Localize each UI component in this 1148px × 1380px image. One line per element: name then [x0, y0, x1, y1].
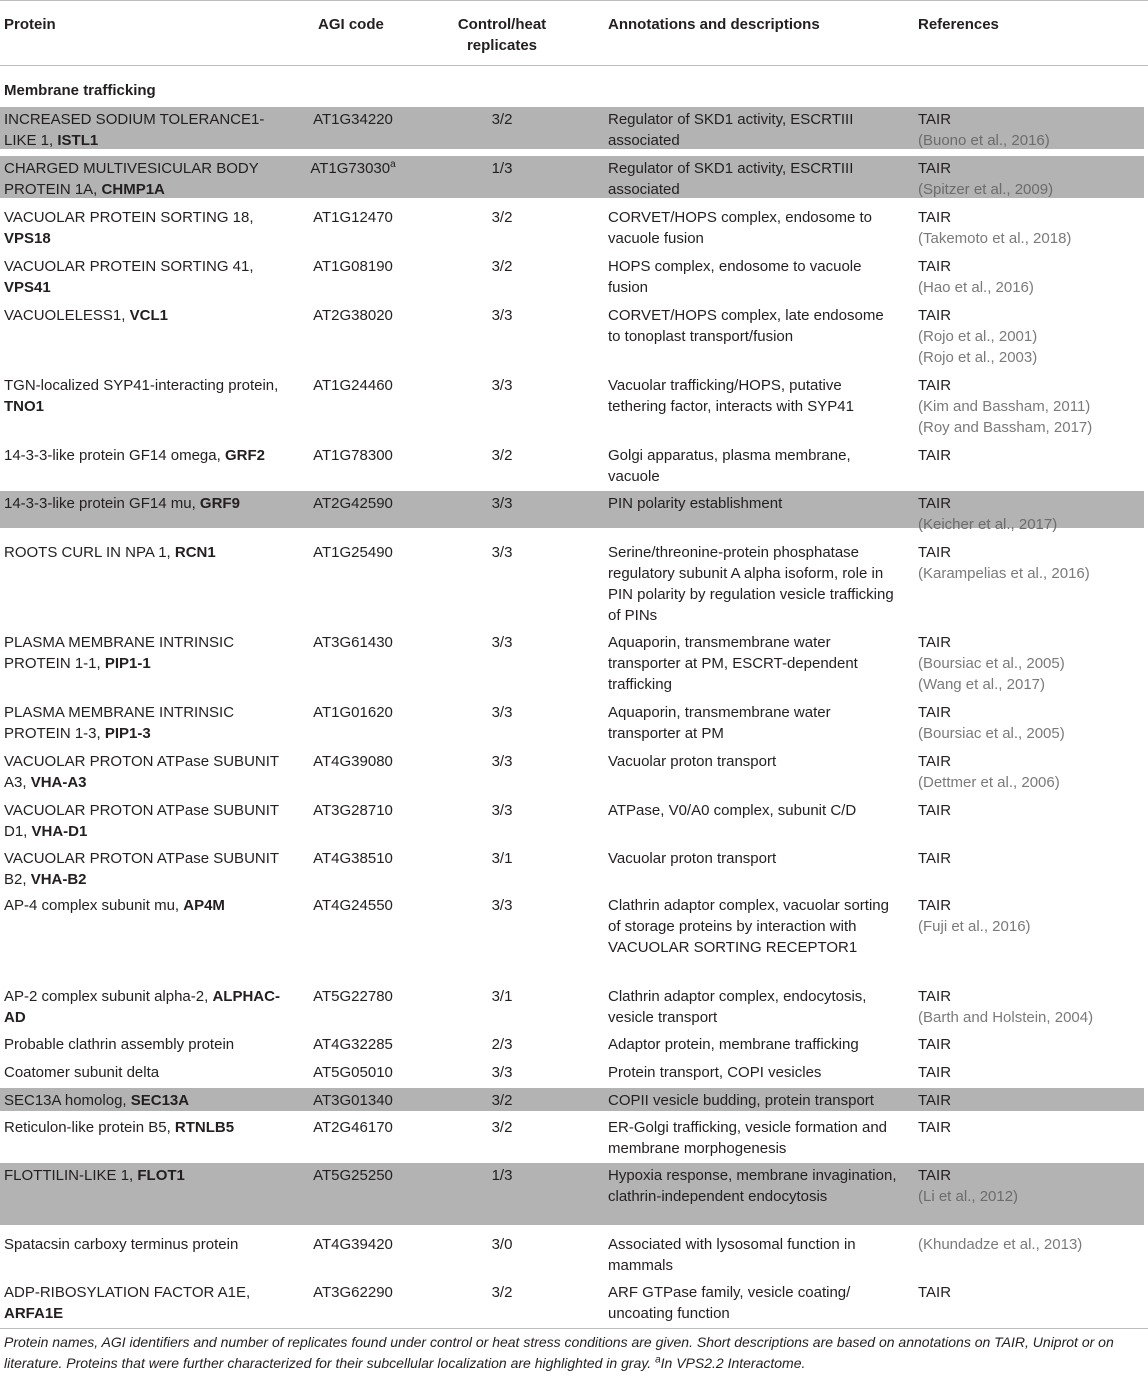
header-annotations: Annotations and descriptions: [608, 16, 820, 33]
header-references: References: [918, 16, 999, 33]
annotation-cell: Clathrin adaptor complex, vacuolar sorting of storage proteins by interaction with VACUOLAR SORTING RECEPTOR1: [608, 897, 889, 956]
agi-cell: [300, 207, 406, 228]
agi-cell: [300, 1062, 406, 1083]
annotation-cell: Aquaporin, transmembrane water transporter at PM, ESCRT-dependent trafficking: [608, 634, 858, 693]
replicates-cell: 3/3: [491, 307, 513, 324]
reference-source: TAIR: [918, 802, 952, 819]
table-row: [0, 443, 1144, 489]
reference-citation: (Fuji et al., 2016): [918, 918, 1031, 935]
agi-code: AT3G01340: [313, 1092, 393, 1109]
table-row: [0, 303, 1144, 371]
replicates-cell: 1/3: [491, 1167, 513, 1184]
protein-name: CHARGED MULTIVESICULAR BODY PROTEIN 1A,: [4, 160, 259, 198]
protein-cell: [4, 375, 294, 417]
reference-citation: (Wang et al., 2017): [918, 676, 1046, 693]
references-cell: [918, 848, 1144, 869]
table-row: [0, 630, 1144, 698]
protein-cell: [4, 702, 294, 744]
references-cell: [918, 702, 1144, 744]
table-row: [0, 1115, 1144, 1161]
references-cell: [918, 1234, 1144, 1255]
annotation-cell: Vacuolar trafficking/HOPS, putative tethering factor, interacts with SYP41: [608, 377, 854, 415]
replicates-cell: 3/1: [491, 988, 513, 1005]
protein-cell: [4, 1282, 294, 1324]
reference-source: TAIR: [918, 307, 952, 324]
protein-cell: [4, 1165, 294, 1186]
protein-cell: [4, 493, 294, 514]
references-cell: [918, 158, 1144, 200]
table-row: [0, 893, 1144, 982]
table-row: [0, 205, 1144, 252]
references-cell: [918, 1062, 1144, 1083]
table-bottom-rule: [0, 1328, 1148, 1329]
agi-cell: [300, 1282, 406, 1303]
agi-cell: [300, 1165, 406, 1186]
annotation-cell: Associated with lysosomal function in mammals: [608, 1236, 856, 1274]
replicates-cell: 3/2: [491, 258, 513, 275]
protein-cell: [4, 848, 294, 890]
table-row: [0, 846, 1144, 891]
protein-cell: [4, 1034, 294, 1055]
agi-code: AT2G42590: [313, 495, 393, 512]
references-cell: [918, 207, 1144, 249]
references-cell: [918, 445, 1144, 466]
agi-code: AT1G78300: [313, 447, 393, 464]
references-cell: [918, 1090, 1144, 1111]
references-cell: [918, 1117, 1144, 1138]
replicates-cell: 3/1: [491, 850, 513, 867]
protein-name: VACUOLAR PROTON ATPase SUBUNIT A3,: [4, 753, 279, 791]
reference-source: TAIR: [918, 1119, 952, 1136]
replicates-cell: 1/3: [491, 160, 513, 177]
reference-source: TAIR: [918, 209, 952, 226]
protein-name: Spatacsin carboxy terminus protein: [4, 1236, 239, 1253]
replicates-cell: 3/3: [491, 897, 513, 914]
agi-cell: [300, 158, 406, 179]
annotation-cell: Golgi apparatus, plasma membrane, vacuole: [608, 447, 851, 485]
protein-name: 14-3-3-like protein GF14 mu,: [4, 495, 200, 512]
references-cell: [918, 986, 1144, 1028]
reference-citation: (Karampelias et al., 2016): [918, 565, 1090, 582]
reference-source: TAIR: [918, 377, 952, 394]
protein-name: VACUOLELESS1,: [4, 307, 130, 324]
replicates-cell: 3/2: [491, 447, 513, 464]
annotation-cell: Regulator of SKD1 activity, ESCRTIII associated: [608, 111, 854, 149]
gene-symbol: VPS18: [4, 230, 51, 247]
protein-name: VACUOLAR PROTON ATPase SUBUNIT D1,: [4, 802, 279, 840]
protein-name: ROOTS CURL IN NPA 1,: [4, 544, 175, 561]
gene-symbol: RCN1: [174, 544, 216, 561]
protein-cell: [4, 1062, 294, 1083]
reference-citation: (Barth and Holstein, 2004): [918, 1009, 1094, 1026]
gene-symbol: VHA-D1: [31, 823, 88, 840]
agi-code: AT3G61430: [313, 634, 393, 651]
agi-code: AT4G38510: [313, 850, 393, 867]
reference-source: TAIR: [918, 1092, 952, 1109]
agi-footnote-mark: a: [390, 159, 396, 170]
agi-code: AT1G34220: [313, 111, 393, 128]
protein-name: VACUOLAR PROTEIN SORTING 18,: [4, 209, 254, 226]
protein-name: TGN-localized SYP41-interacting protein,: [4, 377, 279, 394]
reference-source: TAIR: [918, 850, 952, 867]
reference-source: TAIR: [918, 704, 952, 721]
reference-citation: (Keicher et al., 2017): [918, 516, 1058, 533]
reference-citation: (Dettmer et al., 2006): [918, 774, 1060, 791]
gene-symbol: ARFA1E: [4, 1305, 64, 1322]
protein-cell: [4, 445, 294, 466]
reference-citation: (Spitzer et al., 2009): [918, 181, 1054, 198]
reference-source: TAIR: [918, 160, 952, 177]
header-replicates: [448, 14, 556, 56]
gene-symbol: VCL1: [129, 307, 168, 324]
references-cell: [918, 542, 1144, 584]
protein-name: PLASMA MEMBRANE INTRINSIC PROTEIN 1-3,: [4, 704, 235, 742]
reference-source: TAIR: [918, 111, 952, 128]
reference-source: TAIR: [918, 988, 952, 1005]
reference-source: TAIR: [918, 1167, 952, 1184]
annotation-cell: ATPase, V0/A0 complex, subunit C/D: [608, 802, 857, 819]
replicates-cell: 3/2: [491, 1284, 513, 1301]
table-row: [0, 156, 1144, 198]
references-cell: [918, 632, 1144, 695]
reference-citation: (Khundadze et al., 2013): [918, 1236, 1083, 1253]
reference-citation: (Boursiac et al., 2005): [918, 725, 1065, 742]
protein-name: FLOTTILIN-LIKE 1,: [4, 1167, 138, 1184]
reference-citation: (Boursiac et al., 2005): [918, 655, 1065, 672]
table-row: [0, 1060, 1144, 1086]
agi-cell: [300, 1117, 406, 1138]
gene-symbol: ISTL1: [57, 132, 99, 149]
annotation-cell: Vacuolar proton transport: [608, 753, 777, 770]
protein-cell: [4, 542, 294, 563]
table-row: [0, 1280, 1144, 1326]
agi-code: AT5G25250: [313, 1167, 393, 1184]
protein-cell: [4, 800, 294, 842]
replicates-cell: 3/3: [491, 1064, 513, 1081]
references-cell: [918, 1165, 1144, 1207]
annotation-cell: HOPS complex, endosome to vacuole fusion: [608, 258, 862, 296]
references-cell: [918, 256, 1144, 298]
protein-name: VACUOLAR PROTEIN SORTING 41,: [4, 258, 254, 275]
table-row: [0, 1032, 1144, 1058]
reference-citation: (Li et al., 2012): [918, 1188, 1019, 1205]
gene-symbol: TNO1: [4, 398, 45, 415]
replicates-cell: 3/3: [491, 544, 513, 561]
annotation-cell: Adaptor protein, membrane trafficking: [608, 1036, 859, 1053]
agi-cell: [300, 986, 406, 1007]
references-cell: [918, 109, 1144, 151]
agi-code: AT4G39420: [313, 1236, 393, 1253]
protein-cell: [4, 109, 294, 151]
protein-cell: [4, 256, 294, 298]
reference-source: TAIR: [918, 447, 952, 464]
agi-cell: [300, 895, 406, 916]
protein-name: AP-4 complex subunit mu,: [4, 897, 184, 914]
agi-code: AT1G12470: [313, 209, 393, 226]
annotation-cell: COPII vesicle budding, protein transport: [608, 1092, 874, 1109]
annotation-cell: Serine/threonine-protein phosphatase regulatory subunit A alpha isoform, role in PIN polarity by regulation vesicle trafficking of PINs: [608, 544, 894, 624]
reference-source: TAIR: [918, 1036, 952, 1053]
table-row: [0, 1232, 1144, 1278]
protein-cell: [4, 1090, 294, 1111]
replicates-cell: 3/3: [491, 704, 513, 721]
agi-code: AT1G01620: [313, 704, 393, 721]
gene-symbol: SEC13A: [130, 1092, 190, 1109]
gene-symbol: VHA-B2: [30, 871, 87, 888]
gene-symbol: GRF9: [199, 495, 240, 512]
replicates-cell: 2/3: [491, 1036, 513, 1053]
header-protein: Protein: [4, 16, 56, 33]
protein-name: VACUOLAR PROTON ATPase SUBUNIT B2,: [4, 850, 279, 888]
agi-cell: [300, 1034, 406, 1055]
annotation-cell: Protein transport, COPI vesicles: [608, 1064, 822, 1081]
reference-citation: (Rojo et al., 2003): [918, 349, 1038, 366]
header-replicates-line1: Control/heat: [457, 16, 547, 33]
protein-name: 14-3-3-like protein GF14 omega,: [4, 447, 225, 464]
gene-symbol: FLOT1: [137, 1167, 185, 1184]
agi-cell: [300, 305, 406, 326]
gene-symbol: PIP1-1: [104, 655, 151, 672]
reference-citation: (Takemoto et al., 2018): [918, 230, 1072, 247]
agi-code: AT1G24460: [313, 377, 393, 394]
agi-cell: [300, 493, 406, 514]
agi-code: AT2G46170: [313, 1119, 393, 1136]
annotation-cell: Clathrin adaptor complex, endocytosis, vesicle transport: [608, 988, 867, 1026]
agi-cell: [300, 445, 406, 466]
agi-code: AT3G28710: [313, 802, 393, 819]
agi-code: AT1G08190: [313, 258, 393, 275]
protein-cell: [4, 632, 294, 674]
references-cell: [918, 800, 1144, 821]
agi-cell: [300, 109, 406, 130]
agi-code: AT1G73030: [310, 160, 391, 177]
gene-symbol: AP4M: [183, 897, 225, 914]
protein-cell: [4, 895, 294, 916]
references-cell: [918, 1034, 1144, 1055]
agi-code: AT5G05010: [313, 1064, 393, 1081]
table-footnote: [4, 1332, 1144, 1374]
footnote-text: Protein names, AGI identifiers and number of replicates found under control or heat stress conditions are given. Short descriptions are based on annotations on TAIR, Uniprot or on literature. Proteins that were further characterized for their subcellular localization are highlighted in gray.: [4, 1334, 1114, 1371]
replicates-cell: 3/2: [491, 209, 513, 226]
table-row: [0, 540, 1144, 628]
agi-cell: [300, 1090, 406, 1111]
agi-cell: [300, 1234, 406, 1255]
reference-source: TAIR: [918, 634, 952, 651]
replicates-cell: 3/2: [491, 1092, 513, 1109]
replicates-cell: 3/3: [491, 802, 513, 819]
references-cell: [918, 305, 1144, 368]
agi-code: AT4G39080: [313, 753, 393, 770]
gene-symbol: CHMP1A: [101, 181, 165, 198]
reference-citation: (Rojo et al., 2001): [918, 328, 1038, 345]
footnote-sup: a: [655, 1354, 661, 1366]
agi-cell: [300, 632, 406, 653]
protein-name: Coatomer subunit delta: [4, 1064, 160, 1081]
protein-cell: [4, 305, 294, 326]
protein-name: AP-2 complex subunit alpha-2,: [4, 988, 213, 1005]
reference-source: TAIR: [918, 753, 952, 770]
protein-cell: [4, 751, 294, 793]
footnote-tail: In VPS2.2 Interactome.: [660, 1355, 806, 1371]
references-cell: [918, 751, 1144, 793]
protein-cell: [4, 1117, 294, 1138]
annotation-cell: PIN polarity establishment: [608, 495, 783, 512]
table-row: [0, 373, 1144, 441]
protein-name: PLASMA MEMBRANE INTRINSIC PROTEIN 1-1,: [4, 634, 235, 672]
annotation-cell: CORVET/HOPS complex, late endosome to tonoplast transport/fusion: [608, 307, 884, 345]
gene-symbol: RTNLB5: [174, 1119, 235, 1136]
replicates-cell: 3/3: [491, 495, 513, 512]
header-replicates-line2: replicates: [466, 37, 538, 54]
replicates-cell: 3/3: [491, 377, 513, 394]
agi-code: AT4G24550: [313, 897, 393, 914]
annotation-cell: ARF GTPase family, vesicle coating/ uncoating function: [608, 1284, 851, 1322]
replicates-cell: 3/3: [491, 634, 513, 651]
table-row: [0, 749, 1144, 796]
reference-source: TAIR: [918, 1064, 952, 1081]
replicates-cell: 3/2: [491, 111, 513, 128]
protein-name: ADP-RIBOSYLATION FACTOR A1E,: [4, 1284, 251, 1301]
protein-cell: [4, 986, 294, 1028]
table-row: [0, 1163, 1144, 1225]
reference-source: TAIR: [918, 258, 952, 275]
agi-code: AT1G25490: [313, 544, 393, 561]
annotation-cell: Aquaporin, transmembrane water transporter at PM: [608, 704, 831, 742]
section-title: Membrane trafficking: [4, 82, 156, 99]
table-row: [0, 700, 1144, 747]
references-cell: [918, 493, 1144, 535]
table-row: [0, 107, 1144, 149]
protein-cell: [4, 1234, 294, 1255]
agi-code: AT5G22780: [313, 988, 393, 1005]
gene-symbol: VPS41: [4, 279, 51, 296]
table-row: [0, 254, 1144, 301]
references-cell: [918, 1282, 1144, 1303]
reference-citation: (Buono et al., 2016): [918, 132, 1050, 149]
agi-cell: [300, 256, 406, 277]
protein-name: SEC13A homolog,: [4, 1092, 131, 1109]
agi-cell: [300, 542, 406, 563]
replicates-cell: 3/3: [491, 753, 513, 770]
reference-source: TAIR: [918, 495, 952, 512]
references-cell: [918, 375, 1144, 438]
annotation-cell: ER-Golgi trafficking, vesicle formation and membrane morphogenesis: [608, 1119, 888, 1157]
gene-symbol: ALPHAC-AD: [4, 988, 280, 1026]
reference-source: TAIR: [918, 544, 952, 561]
protein-name: Reticulon-like protein B5,: [4, 1119, 175, 1136]
reference-citation: (Kim and Bassham, 2011): [918, 398, 1091, 415]
agi-cell: [300, 751, 406, 772]
annotation-cell: Regulator of SKD1 activity, ESCRTIII associated: [608, 160, 854, 198]
protein-cell: [4, 207, 294, 249]
reference-source: TAIR: [918, 897, 952, 914]
table-row: [0, 984, 1144, 1030]
gene-symbol: GRF2: [224, 447, 265, 464]
replicates-cell: 3/2: [491, 1119, 513, 1136]
replicates-cell: 3/0: [491, 1236, 513, 1253]
agi-code: AT4G32285: [313, 1036, 393, 1053]
annotation-cell: CORVET/HOPS complex, endosome to vacuole fusion: [608, 209, 872, 247]
reference-citation: (Roy and Bassham, 2017): [918, 419, 1093, 436]
table-row: [0, 491, 1144, 533]
agi-code: AT3G62290: [313, 1284, 393, 1301]
reference-citation: (Hao et al., 2016): [918, 279, 1034, 296]
agi-cell: [300, 848, 406, 869]
protein-name: Probable clathrin assembly protein: [4, 1036, 235, 1053]
agi-cell: [300, 800, 406, 821]
protein-name: INCREASED SODIUM TOLERANCE1-LIKE 1,: [4, 111, 265, 149]
table-row: [0, 1088, 1144, 1111]
table-row: [0, 798, 1144, 844]
gene-symbol: PIP1-3: [104, 725, 151, 742]
annotation-cell: Vacuolar proton transport: [608, 850, 777, 867]
reference-source: TAIR: [918, 1284, 952, 1301]
agi-cell: [300, 375, 406, 396]
gene-symbol: VHA-A3: [30, 774, 87, 791]
references-cell: [918, 895, 1144, 937]
agi-code: AT2G38020: [313, 307, 393, 324]
table-header: [0, 0, 1148, 66]
header-agi-code: AGI code: [318, 16, 384, 33]
protein-cell: [4, 158, 294, 200]
agi-cell: [300, 702, 406, 723]
annotation-cell: Hypoxia response, membrane invagination, clathrin-independent endocytosis: [608, 1167, 897, 1205]
